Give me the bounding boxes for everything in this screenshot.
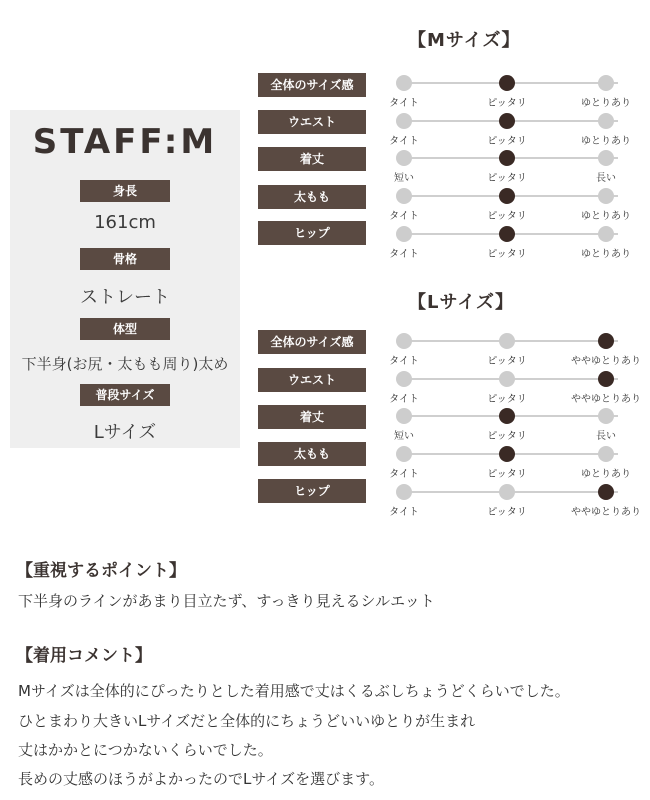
- scale-tick-label: ゆとりあり: [581, 136, 631, 147]
- scale-tick-label: ピッタリ: [487, 249, 527, 260]
- body-type-value: 下半身(お尻・太もも周り)太め: [21, 355, 229, 373]
- scale-tick-label: ゆとりあり: [581, 98, 631, 109]
- scale-tick-label: ピッタリ: [487, 173, 527, 184]
- comment-line: Mサイズは全体的にぴったりとした着用感で丈はくるぶしちょうどくらいでした。: [18, 682, 570, 700]
- row-label: ウエスト: [258, 368, 366, 392]
- rating-dot: [396, 371, 412, 387]
- rating-scale: [389, 484, 641, 518]
- rating-dot: [396, 113, 412, 129]
- rating-dot: [598, 408, 614, 424]
- rating-dot: [598, 226, 614, 242]
- row-label: ウエスト: [258, 110, 366, 134]
- scale-tick-label: タイト: [389, 249, 419, 260]
- scale-tick-label: ゆとりあり: [581, 249, 631, 260]
- comment-line: 丈はかかとにつかないくらいでした。: [18, 741, 273, 759]
- rating-dot: [396, 484, 412, 500]
- scale-tick-label: ゆとりあり: [581, 211, 631, 222]
- row-label: ヒップ: [258, 479, 366, 503]
- rating-dot: [598, 113, 614, 129]
- height-value: 161cm: [94, 212, 156, 233]
- rating-dot-selected: [499, 446, 515, 462]
- staff-panel: [10, 110, 240, 448]
- rating-dot-selected: [499, 150, 515, 166]
- scale-tick-label: ピッタリ: [487, 394, 527, 405]
- scale-tick-label: ピッタリ: [487, 136, 527, 147]
- scale-tick-label: タイト: [389, 469, 419, 480]
- rating-dot: [396, 333, 412, 349]
- rating-scale: [389, 446, 631, 480]
- rating-dot: [499, 333, 515, 349]
- rating-dot: [598, 75, 614, 91]
- scale-tick-label: タイト: [389, 211, 419, 222]
- rating-scale: [396, 150, 626, 184]
- comment-line: 長めの丈感のほうがよかったのでLサイズを選びます。: [18, 770, 384, 788]
- m-size-title: 【Mサイズ】: [408, 30, 521, 51]
- scale-tick-label: タイト: [389, 507, 419, 518]
- points-text: 下半身のラインがあまり目立たず、すっきり見えるシルエット: [18, 592, 435, 610]
- build-value: ストレート: [80, 287, 170, 308]
- row-label: ヒップ: [258, 221, 366, 245]
- scale-tick-label: 長い: [596, 173, 616, 184]
- scale-tick-label: ピッタリ: [487, 356, 527, 367]
- rating-scale: [389, 75, 631, 109]
- row-label: 太もも: [258, 442, 366, 466]
- row-label: 全体のサイズ感: [258, 73, 366, 97]
- row-label: 全体のサイズ感: [258, 330, 366, 354]
- body-type-label: 体型: [80, 318, 170, 340]
- rating-dot-selected: [499, 113, 515, 129]
- rating-dot-selected: [598, 333, 614, 349]
- scale-tick-label: タイト: [389, 394, 419, 405]
- l-size-title: 【Lサイズ】: [408, 292, 515, 313]
- scale-tick-label: ゆとりあり: [581, 469, 631, 480]
- rating-dot: [598, 446, 614, 462]
- rating-dot: [396, 446, 412, 462]
- comment-heading: 【着用コメント】: [16, 646, 152, 666]
- rating-dot: [499, 371, 515, 387]
- scale-tick-label: 長い: [596, 431, 616, 442]
- rating-scale: [389, 113, 631, 147]
- usual-size-label: 普段サイズ: [80, 384, 170, 406]
- rating-scale: [389, 188, 631, 222]
- scale-tick-label: 短い: [394, 173, 414, 184]
- rating-scale: [396, 408, 626, 442]
- scale-tick-label: ピッタリ: [487, 98, 527, 109]
- rating-dot-selected: [499, 75, 515, 91]
- rating-dot: [499, 484, 515, 500]
- row-label: 着丈: [258, 405, 366, 429]
- scale-tick-label: ピッタリ: [487, 507, 527, 518]
- scale-tick-label: ややゆとりあり: [571, 394, 641, 405]
- scale-tick-label: タイト: [389, 356, 419, 367]
- rating-dot-selected: [598, 484, 614, 500]
- scale-tick-label: タイト: [389, 98, 419, 109]
- rating-dot: [396, 150, 412, 166]
- scale-tick-label: ピッタリ: [487, 431, 527, 442]
- rating-dot: [396, 408, 412, 424]
- staff-title: STAFF:M: [32, 122, 218, 162]
- rating-dot-selected: [499, 188, 515, 204]
- scale-tick-label: ピッタリ: [487, 211, 527, 222]
- rating-scale: [389, 333, 641, 367]
- rating-dot-selected: [598, 371, 614, 387]
- scale-tick-label: ややゆとりあり: [571, 356, 641, 367]
- height-label: 身長: [80, 180, 170, 202]
- rating-dot: [396, 226, 412, 242]
- row-label: 太もも: [258, 185, 366, 209]
- rating-dot-selected: [499, 408, 515, 424]
- build-label: 骨格: [80, 248, 170, 270]
- usual-size-value: Lサイズ: [93, 422, 157, 443]
- row-label: 着丈: [258, 147, 366, 171]
- rating-scale: [389, 226, 631, 260]
- rating-dot: [598, 188, 614, 204]
- rating-scale: [389, 371, 641, 405]
- rating-dot: [598, 150, 614, 166]
- scale-tick-label: タイト: [389, 136, 419, 147]
- scale-tick-label: ややゆとりあり: [571, 507, 641, 518]
- rating-dot-selected: [499, 226, 515, 242]
- points-heading: 【重視するポイント】: [16, 561, 186, 581]
- comment-line: ひとまわり大きいLサイズだと全体的にちょうどいいゆとりが生まれ: [18, 712, 476, 730]
- scale-tick-label: 短い: [394, 431, 414, 442]
- rating-dot: [396, 188, 412, 204]
- scale-tick-label: ピッタリ: [487, 469, 527, 480]
- rating-dot: [396, 75, 412, 91]
